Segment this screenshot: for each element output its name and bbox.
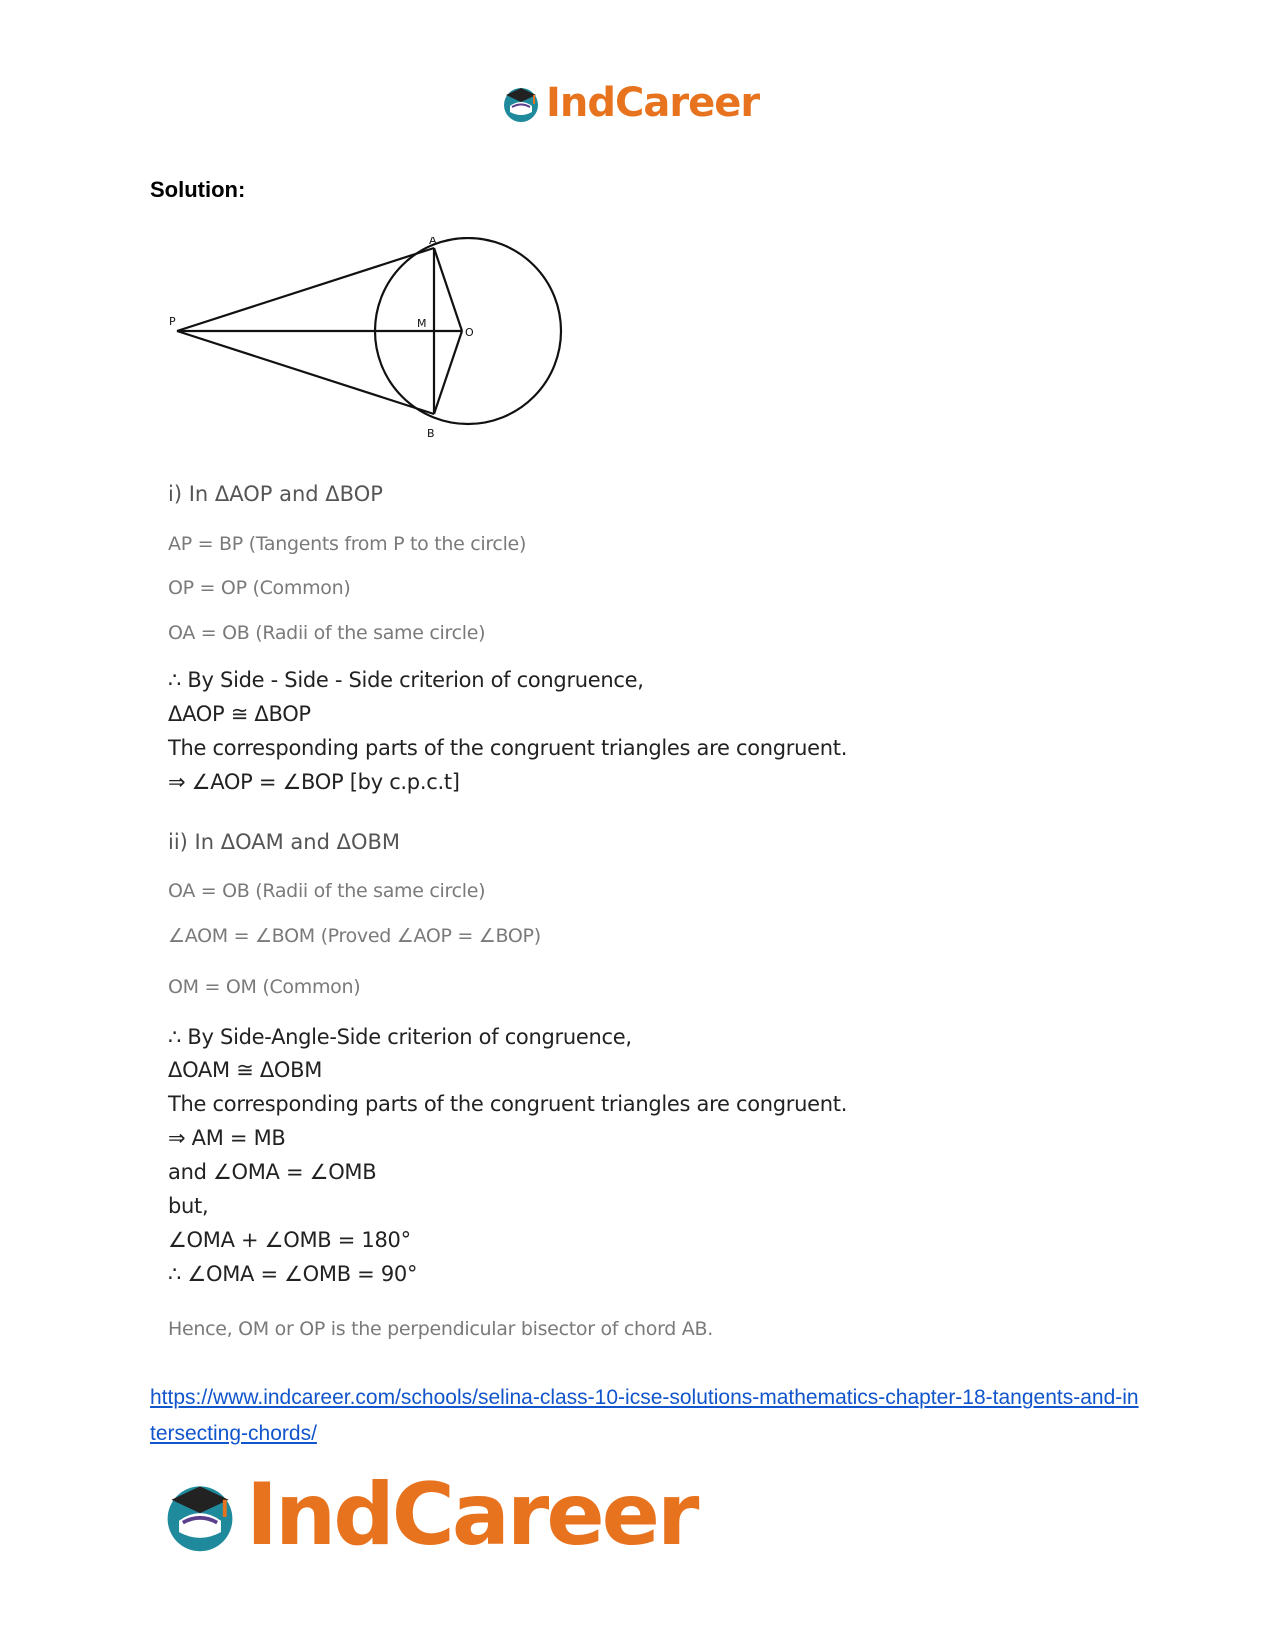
graduation-cap-icon (500, 82, 542, 124)
part1-intro: i) In ΔAOP and ΔBOP (168, 482, 383, 506)
footer-logo (160, 1465, 697, 1565)
part1-fact: AP = BP (Tangents from P to the circle) (168, 533, 527, 555)
part1-fact: OA = OB (Radii of the same circle) (168, 622, 486, 644)
label-o: O (465, 326, 474, 339)
part2-intro: ii) In ΔOAM and ΔOBM (168, 830, 401, 854)
part1-proof-line: ∴ By Side - Side - Side criterion of congruence, (168, 668, 644, 692)
part2-proof-line: ∠OMA + ∠OMB = 180° (168, 1228, 411, 1252)
logo-text: IndCareer (246, 1465, 697, 1565)
part2-fact: OM = OM (Common) (168, 976, 361, 998)
part1-proof-line: ⇒ ∠AOP = ∠BOP [by c.p.c.t] (168, 770, 460, 794)
tangent-pb (177, 331, 434, 414)
header-logo (500, 78, 759, 128)
part2-proof-line: but, (168, 1194, 209, 1218)
label-m: M (417, 317, 427, 330)
part1-fact: OP = OP (Common) (168, 577, 351, 599)
radius-oa (434, 248, 462, 331)
part2-proof-line: ΔOAM ≅ ΔOBM (168, 1058, 323, 1082)
part1-proof-line: ΔAOP ≅ ΔBOP (168, 702, 311, 726)
logo-text: IndCareer (546, 80, 760, 126)
part2-proof-line: ∴ By Side-Angle-Side criterion of congruence, (168, 1025, 632, 1049)
part2-proof-line: and ∠OMA = ∠OMB (168, 1160, 377, 1184)
label-p: P (169, 315, 176, 328)
part2-proof-line: ∴ ∠OMA = ∠OMB = 90° (168, 1262, 418, 1286)
solution-heading: Solution: (150, 177, 246, 202)
part2-proof-line: ⇒ AM = MB (168, 1126, 286, 1150)
part2-conclusion: Hence, OM or OP is the perpendicular bisector of chord AB. (168, 1318, 713, 1340)
graduation-cap-icon (160, 1475, 240, 1555)
radius-ob (434, 331, 462, 414)
tangent-pa (177, 248, 434, 331)
label-b: B (427, 427, 435, 440)
source-link[interactable]: https://www.indcareer.com/schools/selina-class-10-icse-solutions-mathematics-chapter-18-tangents-and-intersecting-chords/ (150, 1386, 1139, 1445)
label-a: A (429, 237, 437, 247)
part2-proof-line: The corresponding parts of the congruent triangles are congruent. (168, 1092, 848, 1116)
part2-fact: ∠AOM = ∠BOM (Proved ∠AOP = ∠BOP) (168, 925, 541, 947)
tangent-diagram (150, 237, 590, 452)
part1-proof-line: The corresponding parts of the congruent triangles are congruent. (168, 736, 848, 760)
part2-fact: OA = OB (Radii of the same circle) (168, 880, 486, 902)
